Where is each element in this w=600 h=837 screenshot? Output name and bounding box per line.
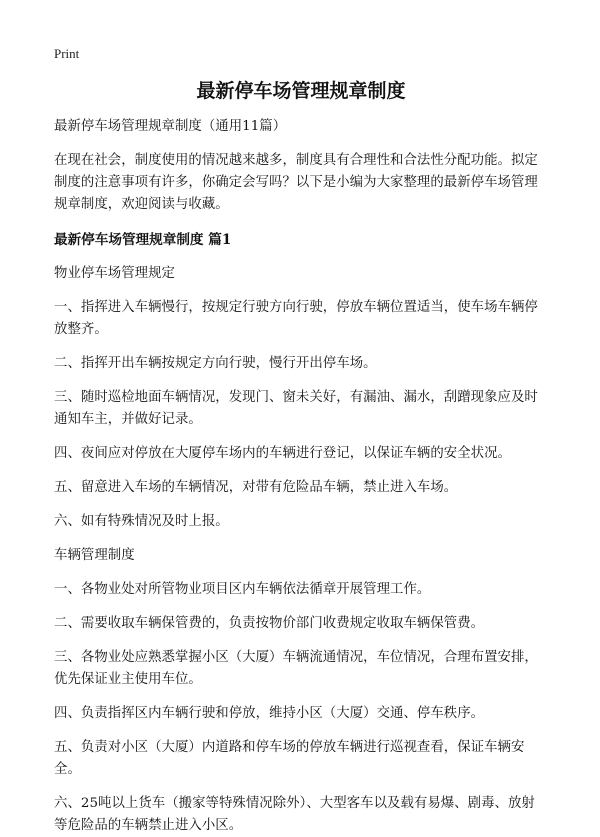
rule-paragraph: 四、夜间应对停放在大厦停车场内的车辆进行登记，以保证车辆的安全状况。 [54,446,511,461]
rule-paragraph: 一、各物业处对所管物业项目区内车辆依法循章开展管理工作。 [54,582,431,597]
subsection-title-vehicle-management: 车辆管理制度 [54,548,135,563]
rule-paragraph: 四、负责指挥区内车辆行驶和停放，维持小区（大厦）交通、停车秩序。 [54,706,485,721]
intro-paragraph: 在现在社会，制度使用的情况越来越多，制度具有合理性和合法性分配功能。拟定制度的注意事项有许多，你确定会写吗？以下是小编为大家整理的最新停车场管理规章制度，欢迎阅读与收藏。 [54,153,538,212]
rule-paragraph: 六、如有特殊情况及时上报。 [54,514,229,529]
rule-paragraph: 三、各物业处应熟悉掌握小区（大厦）车辆流通情况，车位情况，合理布置安排，优先保证业主使用车位。 [54,650,538,687]
rule-paragraph: 一、指挥进入车辆慢行，按规定行驶方向行驶，停放车辆位置适当，使车场车辆停放整齐。 [54,300,538,337]
rule-paragraph: 六、25吨以上货车（搬家等特殊情况除外）、大型客车以及载有易爆、剧毒、放射等危险品的车辆禁止进入小区。 [54,796,535,833]
subsection-title-parking-rules: 物业停车场管理规定 [54,266,175,281]
rule-paragraph: 二、需要收取车辆保管费的，负责按物价部门收费规定收取车辆保管费。 [54,616,485,631]
print-link[interactable]: Print [54,46,80,61]
rule-paragraph: 五、留意进入车场的车辆情况，对带有危险品车辆，禁止进入车场。 [54,480,458,495]
document-subtitle: 最新停车场管理规章制度（通用11篇） [54,119,287,134]
rule-paragraph: 五、负责对小区（大厦）内道路和停车场的停放车辆进行巡视查看，保证车辆安全。 [54,740,525,777]
rule-paragraph: 三、随时巡检地面车辆情况，发现门、窗未关好，有漏油、漏水，刮蹭现象应及时通知车主，并做好记录。 [54,390,538,427]
rule-paragraph: 二、指挥开出车辆按规定方向行驶，慢行开出停车场。 [54,356,377,371]
document-title: 最新停车场管理规章制度 [196,80,406,102]
section-title-1: 最新停车场管理规章制度 篇1 [54,232,232,248]
